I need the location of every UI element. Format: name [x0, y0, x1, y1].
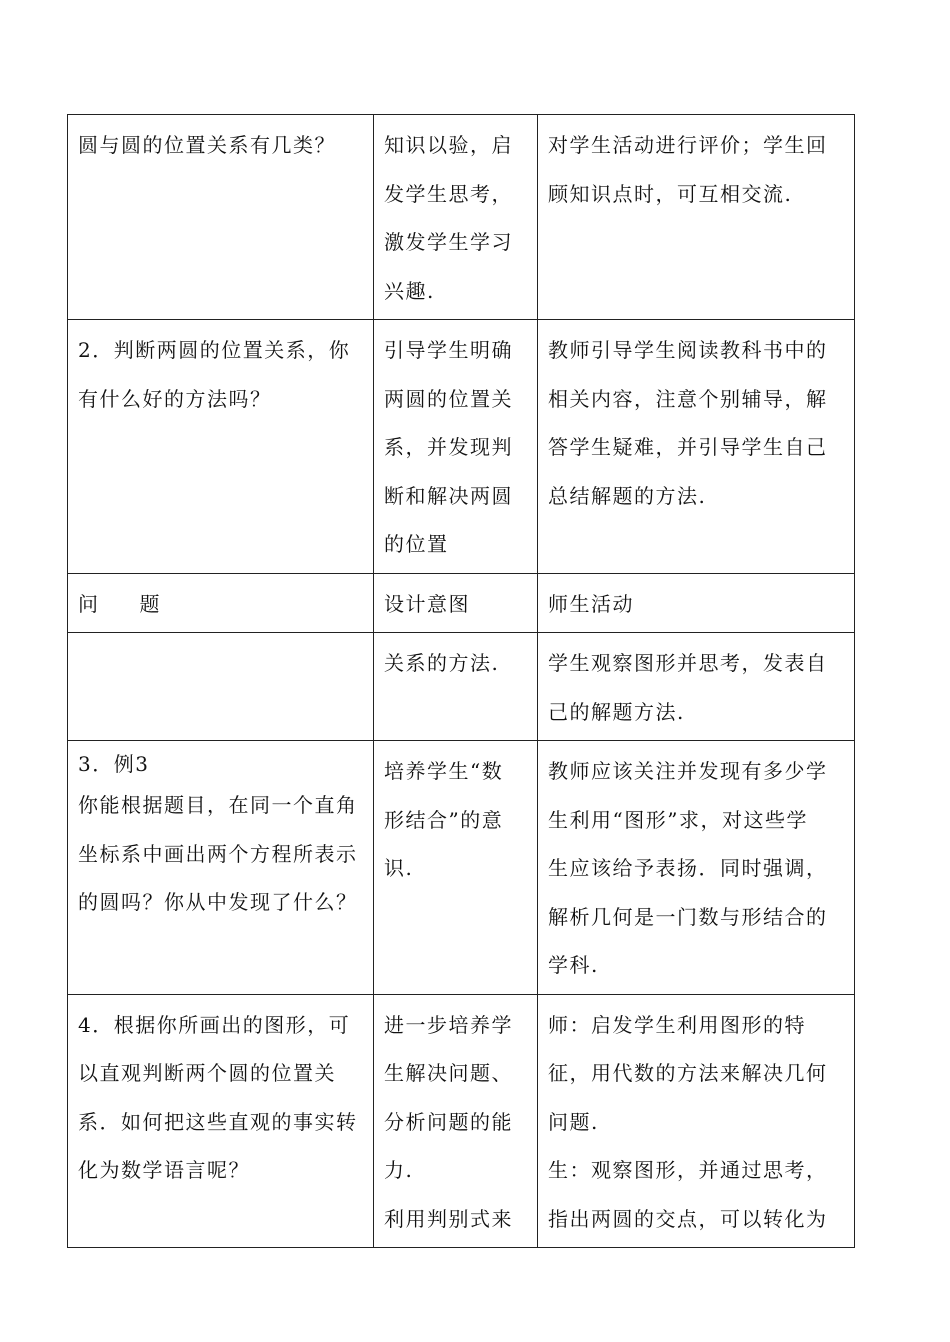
- cell-line: 3．例3: [78, 752, 150, 776]
- cell-line: 关系的方法.: [384, 651, 500, 675]
- table-row: [68, 741, 855, 995]
- cell-line: 教师应该关注并发现有多少学: [548, 759, 828, 783]
- cell-line: 你能根据题目，在同一个直角: [78, 793, 358, 817]
- cell-line: 兴趣.: [384, 278, 435, 303]
- cell-line: 坐标系中画出两个方程所表示: [78, 841, 358, 866]
- table-row: [68, 994, 855, 1248]
- cell-line: 顾知识点时，可互相交流.: [548, 181, 793, 206]
- cell-line: 以直观判断两个圆的位置关: [78, 1061, 336, 1085]
- cell-line: 形结合”的意: [384, 807, 504, 832]
- cell-line: 引导学生明确: [384, 338, 513, 362]
- cell-line: 问题.: [548, 1109, 599, 1134]
- cell-line: 生利用“图形”求，对这些学: [548, 807, 808, 832]
- cell-line: 生解决问题、: [384, 1061, 513, 1085]
- question-cell: [68, 994, 374, 1248]
- cell-line: 的位置: [384, 532, 449, 556]
- cell-line: 相关内容，注意个别辅导，解: [548, 386, 828, 411]
- cell-line: 总结解题的方法.: [548, 483, 707, 508]
- cell-line: 生：观察图形，并通过思考，: [548, 1158, 828, 1182]
- cell-line: 的圆吗？你从中发现了什么？: [78, 890, 358, 914]
- cell-line: 生应该给予表扬．同时强调，: [548, 856, 828, 880]
- header-activity-label: 师生活动: [548, 591, 634, 616]
- cell-line: 利用判别式来: [384, 1206, 513, 1231]
- table-row: [68, 320, 855, 574]
- cell-line: 4．根据你所画出的图形，可: [78, 1012, 351, 1037]
- cell-line: 己的解题方法.: [548, 699, 685, 724]
- cell-line: 化为数学语言呢？: [78, 1158, 250, 1182]
- cell-line: 师：启发学生利用图形的特: [548, 1012, 806, 1037]
- cell-line: 系，并发现判: [384, 435, 513, 459]
- intent-cell: [374, 633, 538, 741]
- table-header-row: [68, 573, 855, 633]
- question-cell: [68, 633, 374, 741]
- cell-line: 解析几何是一门数与形结合的: [548, 904, 828, 929]
- lesson-plan-table: [67, 114, 855, 1248]
- cell-line: 培养学生“数: [384, 759, 504, 783]
- cell-line: 指出两圆的交点，可以转化为: [548, 1206, 828, 1231]
- header-activity-cell: [538, 573, 855, 633]
- cell-line: 发学生思考，: [384, 181, 513, 206]
- cell-line: 识.: [384, 856, 414, 880]
- cell-line: 2．判断两圆的位置关系，你: [78, 338, 351, 362]
- cell-line: 学科.: [548, 953, 599, 977]
- cell-line: 两圆的位置关: [384, 386, 513, 411]
- cell-line: 进一步培养学: [384, 1012, 513, 1037]
- header-intent-cell: [374, 573, 538, 633]
- cell-line: 激发学生学习: [384, 230, 513, 254]
- intent-cell: [374, 115, 538, 320]
- cell-line: 力.: [384, 1158, 414, 1182]
- activity-cell: [538, 633, 855, 741]
- activity-cell: [538, 320, 855, 574]
- cell-line: 对学生活动进行评价；学生回: [548, 133, 828, 157]
- cell-line: 答学生疑难，并引导学生自己: [548, 435, 828, 459]
- cell-line: 分析问题的能: [384, 1109, 513, 1134]
- table-row: [68, 633, 855, 741]
- cell-line: 有什么好的方法吗？: [78, 386, 272, 411]
- cell-line: 圆与圆的位置关系有几类？: [78, 133, 336, 157]
- cell-line: 知识以验，启: [384, 133, 513, 157]
- cell-line: 系．如何把这些直观的事实转: [78, 1109, 358, 1134]
- header-question-part: 题: [139, 591, 161, 616]
- cell-line: 教师引导学生阅读教科书中的: [548, 338, 828, 362]
- intent-cell: [374, 994, 538, 1248]
- activity-cell: [538, 994, 855, 1248]
- activity-cell: [538, 115, 855, 320]
- cell-line: 征，用代数的方法来解决几何: [548, 1061, 828, 1085]
- header-question-cell: [68, 573, 374, 633]
- cell-line: 学生观察图形并思考，发表自: [548, 651, 828, 675]
- header-intent-label: 设计意图: [384, 591, 470, 616]
- activity-cell: [538, 741, 855, 995]
- question-cell: [68, 320, 374, 574]
- header-question-part: 问: [78, 591, 100, 616]
- cell-line: 断和解决两圆: [384, 483, 513, 508]
- intent-cell: [374, 320, 538, 574]
- question-cell: [68, 741, 374, 995]
- intent-cell: [374, 741, 538, 995]
- table-row: [68, 115, 855, 320]
- question-cell: [68, 115, 374, 320]
